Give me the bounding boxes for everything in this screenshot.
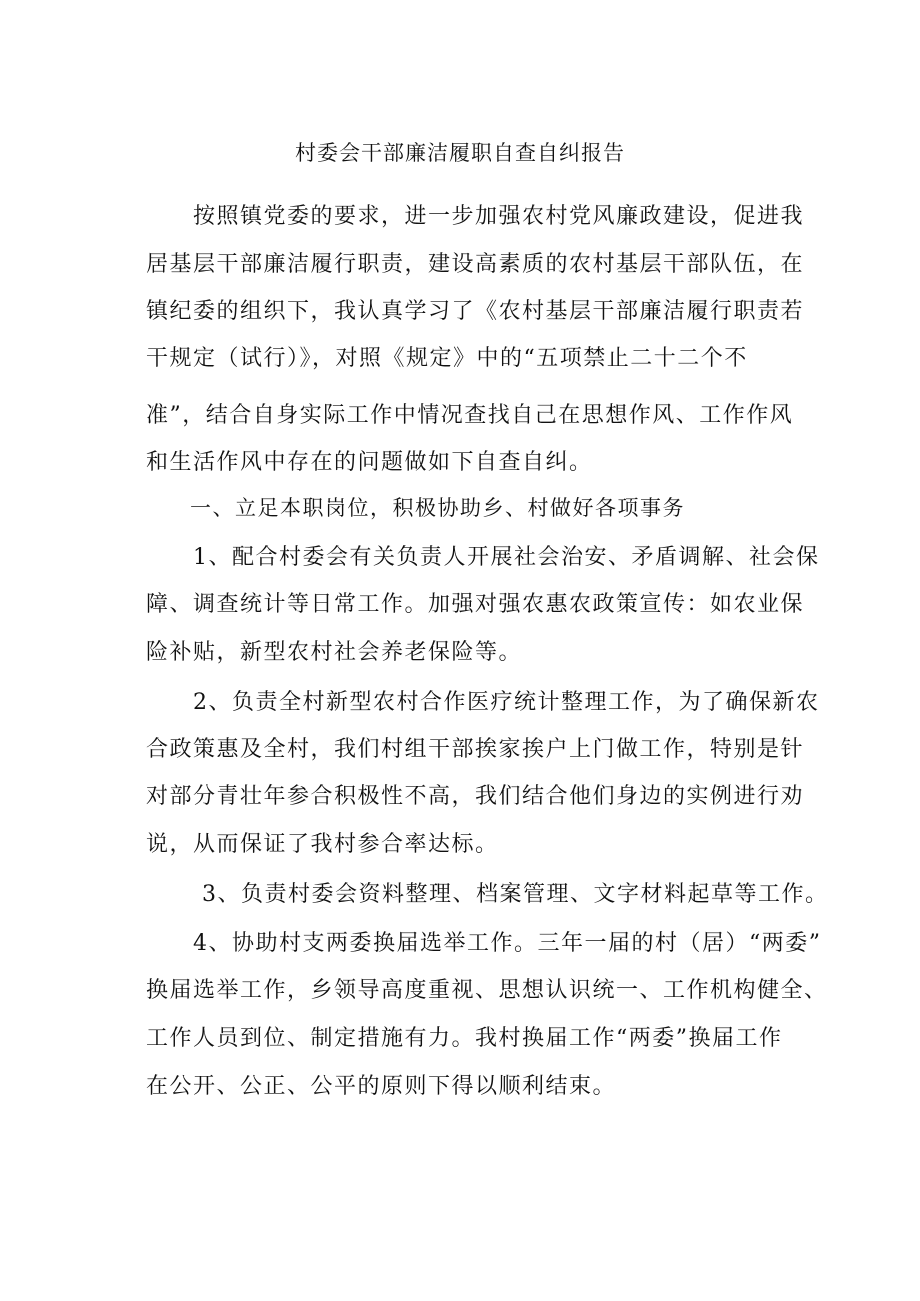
body-line: 在公开、公正、公平的原则下得以顺利结束。	[146, 1074, 617, 1099]
section-heading: 一、立足本职岗位，积极协助乡、村做好各项事务	[190, 496, 685, 520]
body-line: 居基层干部廉洁履行职责，建设高素质的农村基层干部队伍，在	[146, 252, 805, 277]
document-title: 村委会干部廉洁履职自查自纠报告	[295, 141, 625, 165]
body-line: 镇纪委的组织下，我认真学习了《农村基层干部廉洁履行职责若	[146, 299, 805, 324]
body-line: 4、协助村支两委换届选举工作。三年一届的村（居）“两委”	[193, 931, 822, 956]
body-line: 换届选举工作，乡领导高度重视、思想认识统一、工作机构健全、	[146, 978, 828, 1003]
body-line: 2、负责全村新型农村合作医疗统计整理工作，为了确保新农	[193, 690, 820, 715]
body-line: 和生活作风中存在的问题做如下自查自纠。	[146, 450, 593, 475]
body-line: 准”，结合自身实际工作中情况查找自己在思想作风、工作作风	[146, 403, 794, 428]
body-line: 合政策惠及全村，我们村组干部挨家挨户上门做工作，特别是针	[146, 737, 805, 762]
body-line: 工作人员到位、制定措施有力。我村换届工作“两委”换届工作	[146, 1026, 783, 1051]
body-line: 对部分青壮年参合积极性不高，我们结合他们身边的实例进行劝	[146, 784, 805, 809]
body-line: 3、负责村委会资料整理、档案管理、文字材料起草等工作。	[202, 882, 829, 907]
body-line: 说，从而保证了我村参合率达标。	[146, 832, 499, 857]
body-line: 障、调查统计等日常工作。加强对强农惠农政策宣传：如农业保	[146, 592, 805, 617]
body-line: 1、配合村委会有关负责人开展社会治安、矛盾调解、社会保	[193, 545, 820, 570]
body-line: 干规定（试行）》，对照《规定》中的“五项禁止二十二个不	[146, 346, 748, 371]
body-line: 按照镇党委的要求，进一步加强农村党风廉政建设，促进我	[193, 204, 805, 229]
body-line: 险补贴，新型农村社会养老保险等。	[146, 640, 523, 665]
